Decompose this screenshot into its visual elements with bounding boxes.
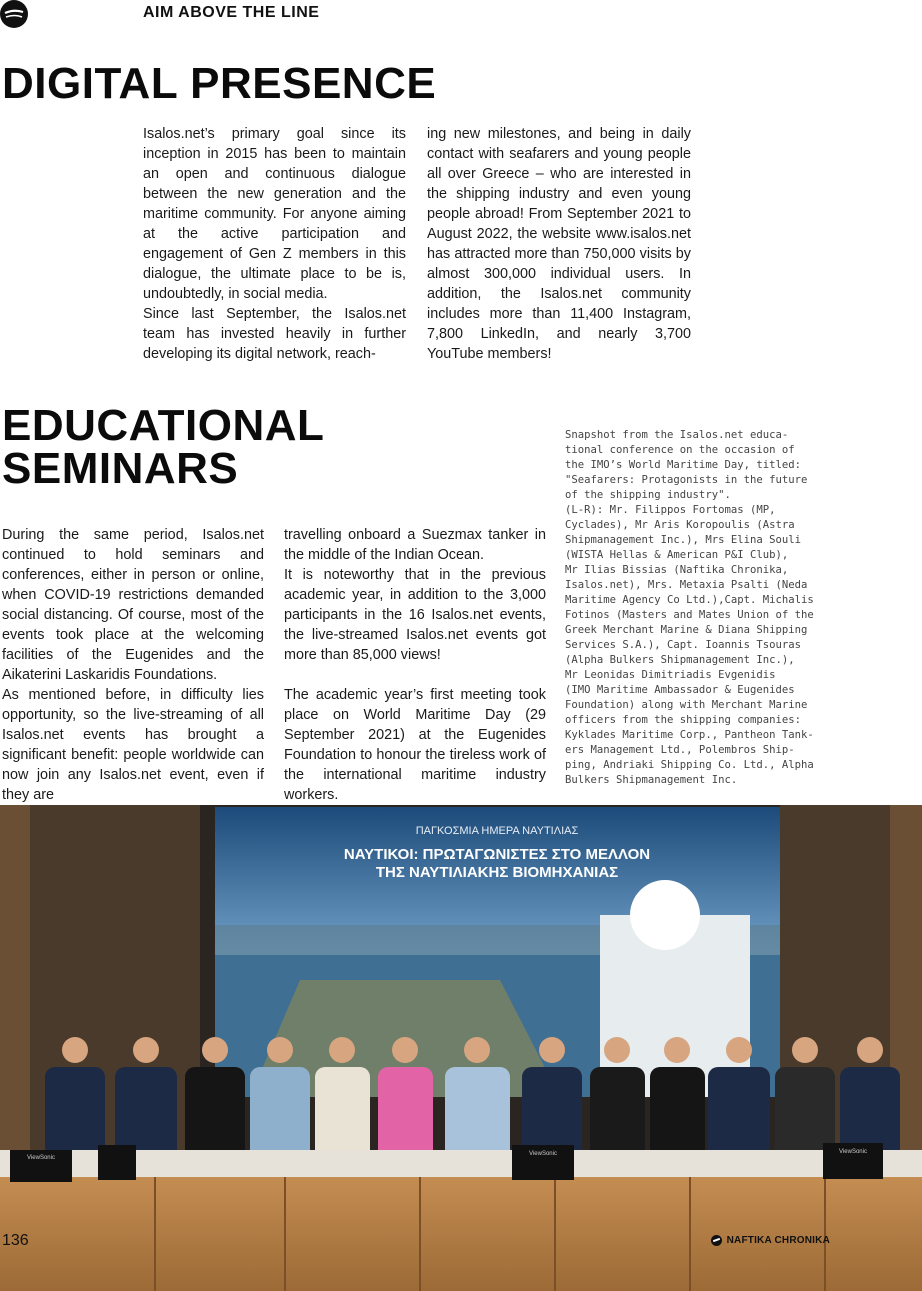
paragraph: Isalos.net’s primary goal since its inception in 2015 has been to maintain an open and continuous dialogue between the new generation and the maritime community. For anyone aiming at the active participation and engagement of Gen Z members in this dialogue, the ultimate place to be is, undoubtedly, in social media. [143,126,406,302]
paragraph: It is noteworthy that in the previous academic year, in addition to the 3,000 participants in the 16 Isalos.net events, the live-streamed Isalos.net events got more than 85,000 views! [284,567,546,663]
paragraph: During the same period, Isalos.net continued to hold seminars and conferences, either in person or online, when COVID-19 restrictions demanded social distancing. Of course, most of the events took place at the welcoming facilities of the Eugenides and the Aikaterini Laskaridis Foundations. [2,527,264,683]
brand-logo-icon [711,1235,722,1246]
paragraph: travelling onboard a Suezmax tanker in the middle of the Indian Ocean. [284,527,546,563]
brand-name: NAFTIKA CHRONIKA [726,1235,830,1246]
paragraph: As mentioned before, in difficulty lies opportunity, so the live-streaming of all Isalos.net events has brought a significant benefit: people worldwide can now join any Isalos.net event, even if they are [2,687,264,803]
educational-seminars-heading [2,401,325,493]
conference-photo [0,805,922,1291]
paragraph: Since last September, the Isalos.net team has invested heavily in further developing its digital network, reach- [143,306,406,362]
paragraph: The academic year’s first meeting took place on World Maritime Day (29 September 2021) at the Eugenides Foundation to honour the tireless work of the international maritime industry workers. [284,687,546,803]
screen-title-line1: ΝΑΥΤΙΚΟΙ: ΠΡΩΤΑΓΩΝΙΣΤΕΣ ΣΤΟ ΜΕΛΛΟΝ [343,846,651,863]
footer-brand [711,1235,830,1246]
page-number: 136 [2,1232,29,1249]
magazine-logo-icon [0,0,28,28]
monitor-brand: ViewSonic [529,1151,557,1157]
digital-column-1 [143,124,406,364]
monitor-brand: ViewSonic [27,1155,55,1161]
wooden-desk [0,1177,922,1291]
digital-presence-heading: DIGITAL PRESENCE [2,59,437,108]
monitor-brand: ViewSonic [839,1149,867,1155]
seminars-column-2 [284,525,546,805]
section-kicker: AIM ABOVE THE LINE [143,4,320,21]
heading-line: SEMINARS [2,444,239,493]
screen-title-line2: ΤΗΣ ΝΑΥΤΙΛΙΑΚΗΣ ΒΙΟΜΗΧΑΝΙΑΣ [375,864,619,881]
seminars-column-1 [2,525,264,805]
heading-line: EDUCATIONAL [2,401,325,450]
photo-caption: Snapshot from the Isalos.net educa- tional conference on the occasion of the IMO’s World Maritime Day, titled: "Seafarers: Protagonists in the future of the shipping industry". (L-R): Mr. Filippos Fortomas (MP, Cyclades), Mr Aris Koropoulis (Astra Shipmanagement Inc.), Mrs Elina Souli (WISTA Hellas & American P&I Club), Mr Ilias Bissias (Naftika Chronika, Isalos.net), Mrs. Metaxia Psalti (Neda Maritime Agency Co Ltd.),Capt. Michalis Fotinos (Masters and Mates Union of the Greek Merchant Marine & Diana Shipping Services S.A.), Capt. Ioannis Tsouras (Alpha Bulkers Shipmanagement Inc.), Mr Leonidas Dimitriadis Evgenidis (IMO Maritime Ambassador & Eugenides Foundation) along with Merchant Marine officers from the shipping companies: Kyklades Maritime Corp., Pantheon Tank- ers Management Ltd., Polembros Ship- ping, Andriaki Shipping Co. Ltd., Alpha Bulkers Shipmanagement Inc. [565,429,814,786]
screen-subtitle: ΠΑΓΚΟΣΜΙΑ ΗΜΕΡΑ ΝΑΥΤΙΛΙΑΣ [415,825,579,837]
digital-column-2 [427,124,691,364]
paragraph: ing new milestones, and being in daily contact with seafarers and young people all over Greece – who are interested in the shipping industry and even young people abroad! From September 2021 to August 2022, the website www.isalos.net has attracted more than 750,000 visits by almost 300,000 individual users. In addition, the Isalos.net community includes more than 11,400 Instagram, 7,800 LinkedIn, and nearly 3,700 YouTube members! [427,126,691,362]
